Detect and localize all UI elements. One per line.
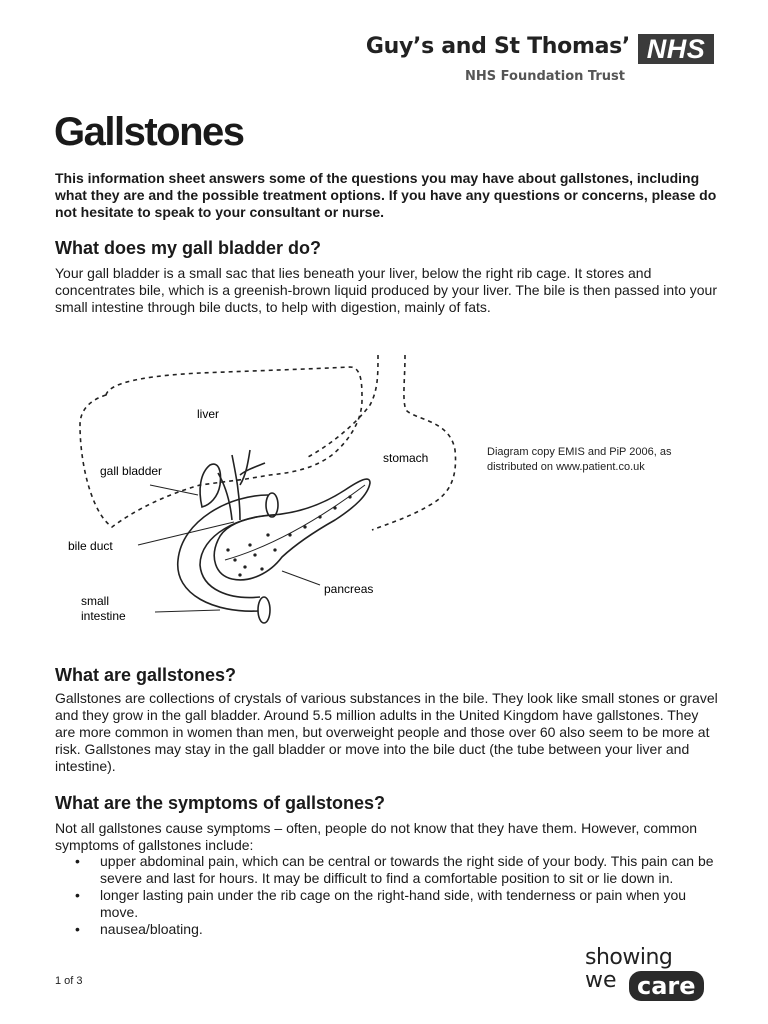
trust-name: Guy’s and St Thomas’ [365,34,630,59]
label-bile-duct: bile duct [68,539,113,553]
bile-duct-shape [218,450,265,520]
symptom-list [55,853,720,938]
list-item: • nausea/bloating. [55,921,720,938]
label-pancreas: pancreas [324,582,374,596]
small-intestine-shape [178,495,276,611]
showing-we-care-logo [585,945,725,1005]
intestine-end-bottom [258,597,270,623]
paragraph-symptoms: Not all gallstones cause symptoms – often, people do not know that they have them. However, common symptoms of gallstones include: [55,820,698,853]
label-stomach: stomach [383,451,429,465]
intestine-end-top [266,493,278,517]
pancreatic-duct [225,485,365,560]
pointer-pancreas [282,571,320,585]
logo-text-showing: showing [585,945,673,970]
list-item: • longer lasting pain under the rib cage on the right-hand side, with tenderness or pain when you move. [55,887,720,921]
list-item: • upper abdominal pain, which can be central or towards the right side of your body. This pain can be severe and last for hours. It may be difficult to find a comfortable position to sit or lie down in. [55,853,720,887]
label-small: small [81,594,110,608]
trust-subtitle: NHS Foundation Trust [465,69,625,84]
pointer-bile-duct [138,522,234,545]
diagram-credit: Diagram copy EMIS and PiP 2006, as distributed on www.patient.co.uk [487,446,672,473]
pointer-gall-bladder [150,485,198,495]
logo-text-care: care [629,971,704,1001]
heading-gallstones: What are gallstones? [55,665,237,685]
nhs-logo: NHS [638,34,714,64]
heading-gall-bladder: What does my gall bladder do? [55,238,322,258]
page-title: Gallstones [54,110,244,154]
logo-text-we: we [585,968,617,993]
label-intestine: intestine [81,609,126,623]
label-liver: liver [197,407,220,421]
anatomy-diagram [50,345,470,640]
paragraph-gall-bladder: Your gall bladder is a small sac that lies beneath your liver, below the right rib cage. It stores and concentrates bile, which is a greenish-brown liquid produced by your liver. The bile is then passed into your small intestine through bile ducts, to help with digestion, mainly of fats. [55,265,717,315]
pointer-small-intestine [155,610,220,612]
heading-symptoms: What are the symptoms of gallstones? [55,793,386,813]
page-number: 1 of 3 [55,975,83,987]
pancreas-shape [214,479,370,580]
stomach-outline [308,355,456,530]
intro-paragraph: This information sheet answers some of the questions you may have about gallstones, including what they are and the possible treatment options. If you have any questions or concerns, please do not hesitate to speak to your consultant or nurse. [55,170,717,220]
paragraph-gallstones: Gallstones are collections of crystals of various substances in the bile. They look like small stones or gravel and they grow in the gall bladder. Around 5.5 million adults in the United Kingdom have gallstones. They are more common in women than men, but overweight people and those over 60 also seem to be more at risk. Gallstones may stay in the gall bladder or move into the bile duct (the tube between your liver and intestine). [55,690,718,774]
gall-bladder-shape [200,464,220,507]
label-gall-bladder: gall bladder [100,464,163,478]
